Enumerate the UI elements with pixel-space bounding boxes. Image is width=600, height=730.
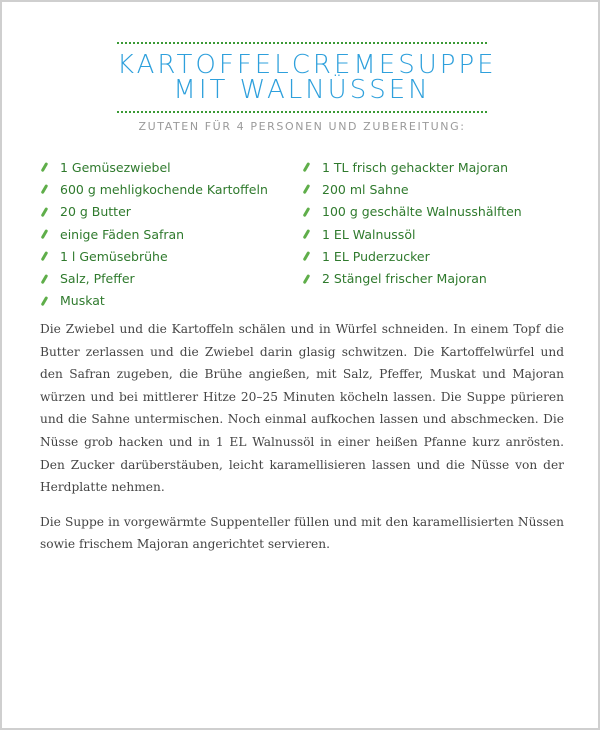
ingredient-item [300,201,570,223]
ingredient-item [300,267,570,289]
ingredient-item [38,178,300,200]
recipe-title [117,50,497,105]
ingredient-text: Salz, Pfeffer [60,271,135,287]
ingredient-item [38,223,300,245]
recipe-title-line-2: MIT WALNÜSSEN [173,75,431,105]
leaf-stroke-icon [38,183,50,195]
ingredient-item [38,156,300,178]
recipe-title-line-1: KARTOFFELCREMESUPPE [117,50,497,80]
leaf-stroke-icon [300,206,312,218]
leaf-stroke-icon [38,250,50,262]
instructions [40,318,564,568]
ingredient-text: 1 EL Puderzucker [322,248,430,264]
leaf-stroke-icon [300,250,312,262]
leaf-stroke-icon [38,228,50,240]
leaf-stroke-icon [300,228,312,240]
instructions-paragraph-2: Die Suppe in vorgewärmte Suppenteller füllen und mit den karamellisierten Nüssen sowie frischem Majoran angerichtet servieren. [40,514,564,552]
dotted-divider-top [117,42,487,44]
ingredient-item [38,201,300,223]
ingredient-text: 600 g mehligkochende Kartoffeln [60,181,268,197]
ingredients-column-right [300,156,570,312]
ingredients-heading: ZUTATEN FÜR 4 PERSONEN UND ZUBEREITUNG: [138,120,466,133]
ingredient-text: 100 g geschälte Walnusshälften [322,204,522,220]
leaf-stroke-icon [38,295,50,307]
ingredient-text: einige Fäden Safran [60,226,185,242]
instructions-paragraph-1: Die Zwiebel und die Kartoffeln schälen und in Würfel schneiden. In einem Topf die Butter zerlassen und die Zwiebel darin glasig schwitzen. Die Kartoffelwürfel und den Safran zugeben, die Brühe angießen, mit Salz, Pfeffer, Muskat und Majoran würzen und bei mittlerer Hitze 20–25 Minuten köcheln lassen. Die Suppe pürieren und die Sahne untermischen. Noch einmal aufkochen lassen und abschmecken. Die Nüsse grob hacken und in 1 EL Walnussöl in einer heißen Pfanne kurz anrösten. Den Zucker darüberstäuben, leicht karamellisieren lassen und die Nüsse von der Herdplatte nehmen. [40,322,564,495]
ingredient-text: 1 Gemüsezwiebel [60,159,171,175]
ingredient-text: 1 EL Walnussöl [322,226,416,242]
ingredients-list [38,156,578,312]
title-block [117,42,497,113]
ingredient-item [38,267,300,289]
leaf-stroke-icon [300,273,312,285]
ingredient-item [300,223,570,245]
dotted-divider-bottom [117,111,487,113]
ingredient-text: 1 l Gemüsebrühe [60,248,168,264]
ingredient-text: 2 Stängel frischer Majoran [322,271,487,287]
leaf-stroke-icon [38,273,50,285]
ingredient-text: 20 g Butter [60,204,131,220]
ingredient-text: 1 TL frisch gehackter Majoran [322,159,509,175]
ingredient-item [38,290,300,312]
ingredient-item [300,245,570,267]
ingredient-text: 200 ml Sahne [322,181,409,197]
leaf-stroke-icon [300,183,312,195]
leaf-stroke-icon [38,161,50,173]
ingredient-item [300,156,570,178]
leaf-stroke-icon [300,161,312,173]
ingredient-text: Muskat [60,293,105,309]
leaf-stroke-icon [38,206,50,218]
ingredients-column-left [38,156,300,312]
ingredient-item [300,178,570,200]
ingredient-item [38,245,300,267]
